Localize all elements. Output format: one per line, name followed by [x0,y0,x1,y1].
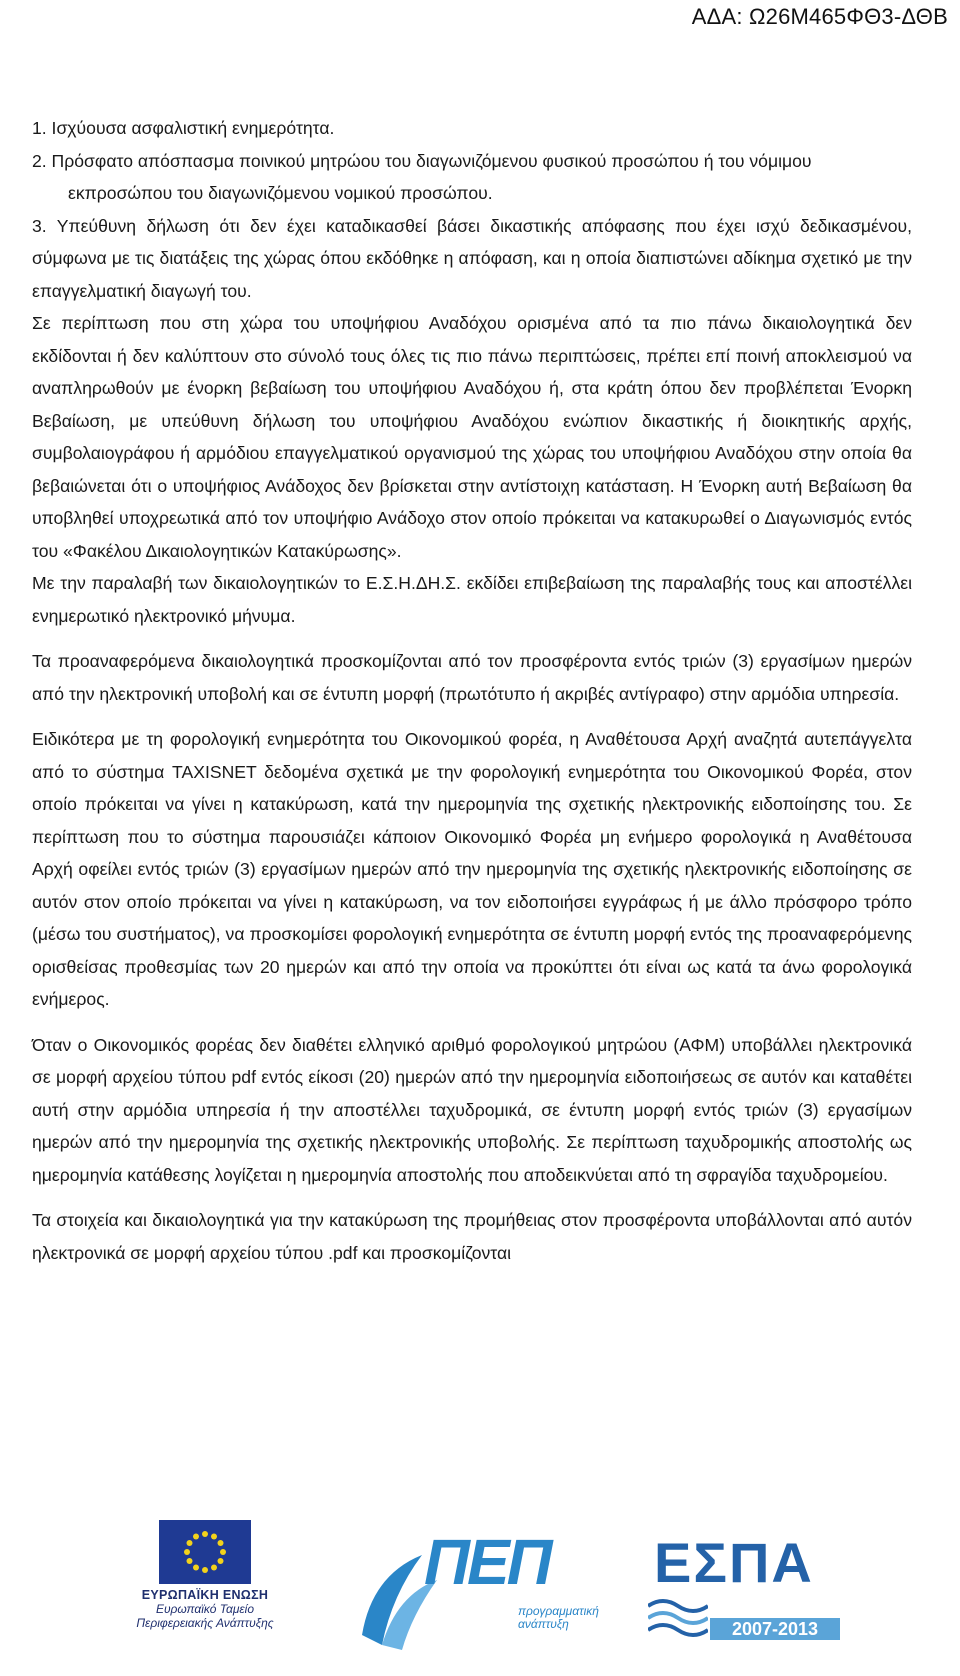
espa-waves-icon [648,1596,708,1642]
list-item-2: 2. Πρόσφατο απόσπασμα ποινικού μητρώου του διαγωνιζόμενου φυσικού προσώπου ή του νόμιμου εκπροσώπου του διαγωνιζόμενου νομικού προσώπου. [32,150,812,203]
eu-fund-label: Ευρωπαϊκό Ταμείο [155,1602,255,1616]
eu-logo [130,1520,280,1670]
espa-logo [648,1530,848,1670]
paragraph-foreign-entity: Όταν ο Οικονομικός φορέας δεν διαθέτει ελληνικό αριθμό φορολογικού μητρώου (ΑΦΜ) υποβάλλει ηλεκτρονικά σε μορφή αρχείου τύπου pdf εντός είκοσι (20) ημερών από την ημερομηνία ειδοποιήσεως σε αυτόν και καταθέτει αυτή στην αρμόδια υπηρεσία ή την αποστέλλει ταχυδρομικά, σε έντυπη μορφή εντός τριών (3) εργασίμων ημερών από την ημερομηνία της σχετικής ηλεκτρονικής υποβολής. Σε περίπτωση ταχυδρομικής αποστολής ως ημερομηνία κατάθεσης λογίζεται η ημερομηνία αποστολής που αποδεικνύεται από τη σφραγίδα ταχυδρομείου. [32,1034,912,1185]
document-body [32,112,912,1269]
ada-code: ΑΔΑ: Ω26Μ465ΦΘ3-ΔΘΒ [691,4,948,29]
paragraph-tax: Ειδικότερα με τη φορολογική ενημερότητα του Οικονομικού φορέα, η Αναθέτουσα Αρχή αναζητά αυτεπάγγελτα από το σύστημα TAXISNET δεδομένα σχετικά με την φορολογική ενημερότητα του Οικονομικού Φορέα, στον οποίο πρόκειται να γίνει η κατακύρωση, κατά την ημερομηνία της σχετικής ηλεκτρονικής ειδοποίησης του. Σε περίπτωση που το σύστημα παρουσιάζει κάποιον Οικονομικό Φορέα μη ενήμερο φορολογικά η Αναθέτουσα Αρχή οφείλει εντός τριών (3) εργασίμων ημερών από την ημερομηνία της σχετικής ηλεκτρονικής ειδοποίησης σε αυτόν στον οποίο πρόκειται να γίνει η κατακύρωση, να τον ειδοποιήσει εγγράφως ή με άλλο πρόσφορο τρόπο (μέσω του συστήματος), να προσκομίσει φορολογική ενημερότητα σε έντυπη μορφή εντός της προαναφερόμενης ορισθείσας προθεσμίας των 20 ημερών και από την οποία να προκύπτει ότι είναι ως κατά τα άνω φορολογικά ενήμερος. [32,729,912,1009]
pep-logo [352,1525,612,1665]
funding-logos [0,1520,960,1676]
espa-title: ΕΣΠΑ [654,1531,814,1594]
pep-tagline: προγραμματική ανάπτυξη [518,1604,599,1631]
paragraph-receipt: Με την παραλαβή των δικαιολογητικών το Ε.Σ.Η.ΔΗ.Σ. εκδίδει επιβεβαίωση της παραλαβής τους και αποστέλλει ενημερωτικό ηλεκτρονικό μήνυμα. [32,573,912,626]
eu-flag-icon [159,1520,251,1584]
eu-fund-label-2: Περιφερειακής Ανάπτυξης [136,1616,274,1630]
paragraph-award-docs: Τα στοιχεία και δικαιολογητικά για την κατακύρωση της προμήθειας στον προσφέροντα υποβάλλονται από αυτόν ηλεκτρονικά σε μορφή αρχείου τύπου .pdf και προσκομίζονται [32,1210,912,1263]
list-item-3: 3. Υπεύθυνη δήλωση ότι δεν έχει καταδικασθεί βάσει δικαστικής απόφασης που έχει ισχύ δεδικασμένου, σύμφωνα με τις διατάξεις της χώρας όπου εκδόθηκε η απόφαση, και η οποία διαπιστώνει αδίκημα σχετικό με την επαγγελματική διαγωγή του. [32,215,912,301]
paragraph-sworn-statement: Σε περίπτωση που στη χώρα του υποψήφιου Αναδόχου ορισμένα από τα πιο πάνω δικαιολογητικά δεν εκδίδονται ή δεν καλύπτουν στο σύνολό τους όλες τις πιο πάνω περιπτώσεις, πρέπει επί ποινή αποκλεισμού να αναπληρωθούν με ένορκη βεβαίωση του υποψήφιου Αναδόχου ή, στα κράτη όπου δεν προβλέπεται Ένορκη Βεβαίωση, με υπεύθυνη δήλωση του υποψήφιου Αναδόχου ενώπιον δικαστικής ή διοικητικής αρχής, συμβολαιογράφου ή αρμόδιου επαγγελματικού οργανισμού της χώρας του υποψήφιου Αναδόχου στην οποία θα βεβαιώνεται ότι ο υποψήφιος Ανάδοχος δεν βρίσκεται στην αντίστοιχη κατάσταση. Η Ένορκη αυτή Βεβαίωση θα υποβληθεί υποχρεωτικά από τον υποψήφιο Ανάδοχο στον οποίο πρόκειται να κατακυρωθεί ο Διαγωνισμός εντός του «Φακέλου Δικαιολογητικών Κατακύρωσης». [32,313,912,561]
paragraph-submission: Τα προαναφερόμενα δικαιολογητικά προσκομίζονται από τον προσφέροντα εντός τριών (3) εργασίμων ημερών από την ηλεκτρονική υποβολή και σε έντυπη μορφή (πρωτότυπο ή ακριβές αντίγραφο) στην αρμόδια υπηρεσία. [32,651,912,704]
eu-label: ΕΥΡΩΠΑΪΚΗ ΕΝΩΣΗ [141,1588,269,1602]
espa-years: 2007-2013 [710,1618,840,1640]
list-item-1: 1. Ισχύουσα ασφαλιστική ενημερότητα. [32,118,335,138]
pep-title: ΠΕΠ [424,1526,550,1598]
